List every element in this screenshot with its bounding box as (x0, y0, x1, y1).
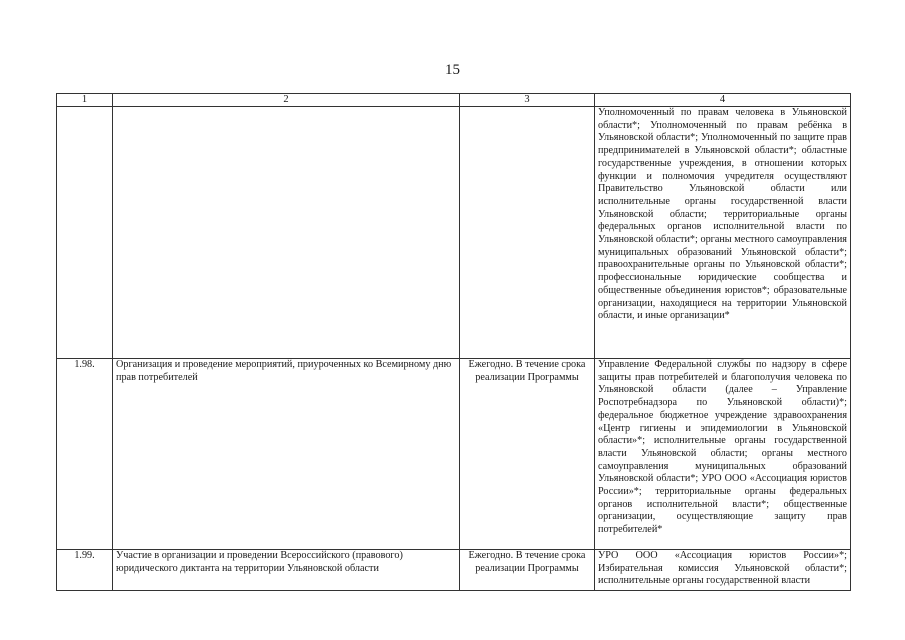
row-description: Организация и проведение мероприятий, приуроченных ко Всемирному дню прав потребителей (113, 359, 460, 550)
page-number: 15 (445, 62, 460, 78)
table-row (57, 359, 851, 550)
column-header: 2 (113, 94, 460, 107)
table-row (57, 107, 851, 359)
table-row (57, 550, 851, 591)
measures-table (56, 93, 851, 591)
row-executors: Управление Федеральной службы по надзору в сфере защиты прав потребителей и благополучия человека по Ульяновской области (далее – Управление Роспотребнадзора по Ульяновской области)*; федеральное бюджетное учреждение здравоохранения «Центр гигиены и эпидемиологии в Ульяновской области»*; исполнительные органы государственной власти Ульяновской области; органы местного самоуправления муниципальных образований Ульяновской области*; УРО ООО «Ассоциация юристов России»*; территориальные органы федеральных органов исполнительной власти*; общественные организации, осуществляющие защиту прав потребителей* (595, 359, 851, 550)
row-term: Ежегодно. В течение срока реализации Программы (460, 359, 595, 550)
row-number (57, 107, 113, 359)
column-header: 1 (57, 94, 113, 107)
table-header-row (57, 94, 851, 107)
row-executors: Уполномоченный по правам человека в Ульяновской области*; Уполномоченный по правам ребёнка в Ульяновской области*; Уполномоченный по защите прав предпринимателей в Ульяновской области*; областные государственные учреждения, в отношении которых функции и полномочия учредителя осуществляют Правительство Ульяновской области или исполнительные органы государственной власти Ульяновской области; территориальные органы федеральных органов исполнительной власти по Ульяновской области*; органы местного самоуправления муниципальных образований Ульяновской области*; правоохранительные органы по Ульяновской области*; профессиональные юридические сообщества и общественные объединения юристов*; образовательные организации, находящиеся на территории Ульяновской области, и иные организации* (595, 107, 851, 359)
row-term (460, 107, 595, 359)
row-number: 1.99. (57, 550, 113, 591)
row-term: Ежегодно. В течение срока реализации Программы (460, 550, 595, 591)
row-number: 1.98. (57, 359, 113, 550)
row-executors-cell (595, 550, 851, 591)
row-executors: УРО ООО «Ассоциация юристов России»*; Избирательная комиссия Ульяновской области*; исполнительные органы государственной власти (598, 550, 847, 587)
row-description: Участие в организации и проведении Всероссийского (правового) юридического диктанта на территории Ульяновской области (113, 550, 460, 591)
row-description (113, 107, 460, 359)
column-header: 4 (595, 94, 851, 107)
column-header: 3 (460, 94, 595, 107)
